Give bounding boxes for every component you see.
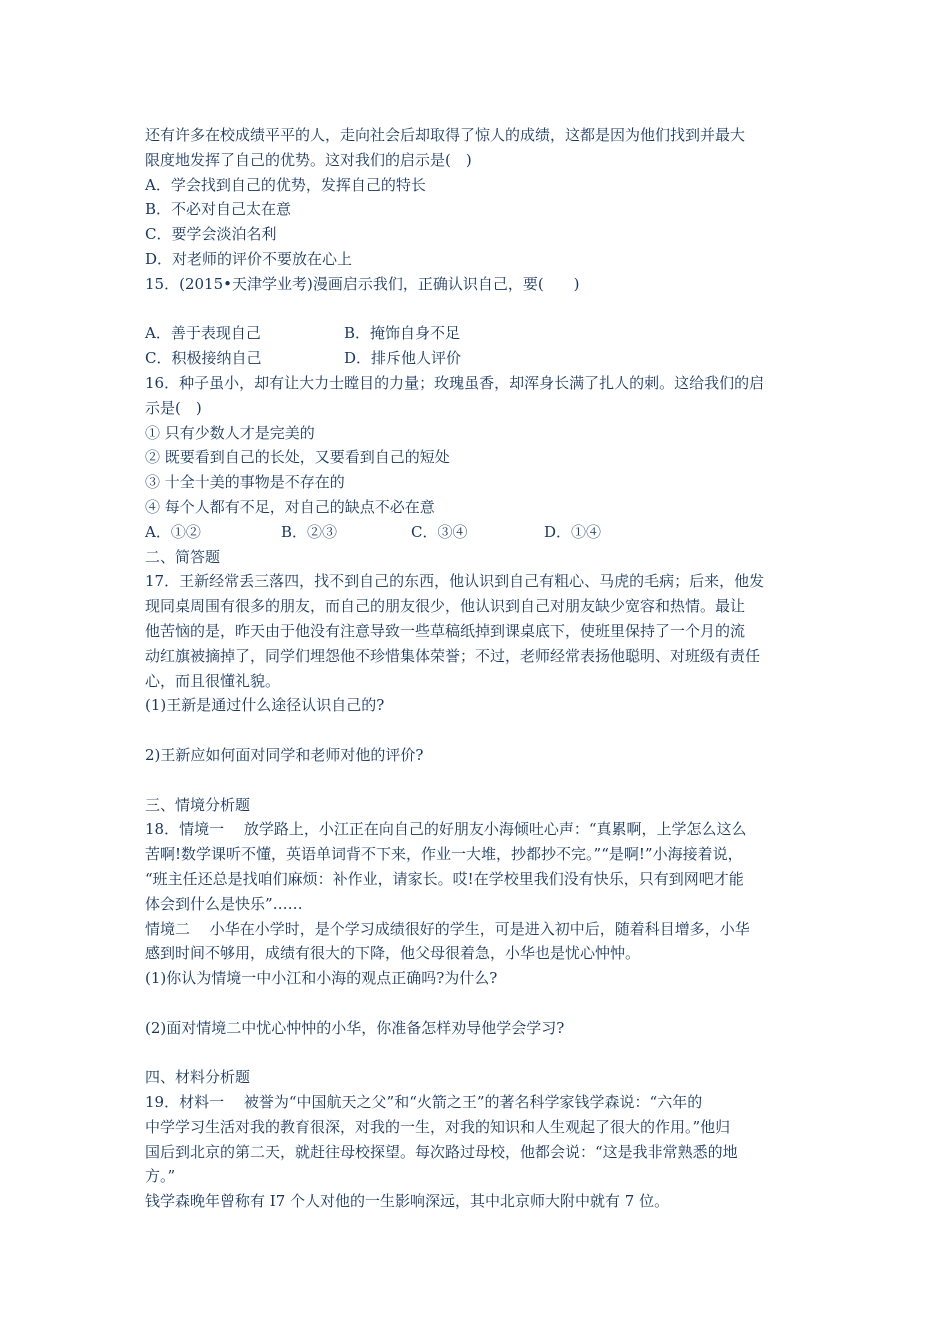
q16-statement-3: ③ 十全十美的事物是不存在的 [145,473,345,492]
q18-text-line-2: 苦啊!数学课听不懂，英语单词背不下来，作业一大堆，抄都抄不完。”“是啊!”小海接着说， [145,845,743,864]
q17-text-line-2: 现同桌周围有很多的朋友，而自己的朋友很少，他认识到自己对朋友缺少宽容和热情。最让 [145,597,746,616]
q15-option-d: D．排斥他人评价 [344,349,462,368]
q17-answer-space-2 [145,768,810,793]
q16-statement-1: ① 只有少数人才是完美的 [145,423,315,442]
q16-statement-4: ④ 每个人都有不足，对自己的缺点不必在意 [145,497,435,516]
section-4-heading: 四、材料分析题 [145,1068,251,1087]
q14-stem-line-1: 还有许多在校成绩平平的人，走向社会后却取得了惊人的成绩，这都是因为他们找到并最大 [145,126,746,144]
q15-option-c: C．积极接纳自己 [145,349,262,368]
q19-text-line-5: 钱学森晚年曾称有 I7 个人对他的一生影响深远，其中北京师大附中就有 7 位。 [145,1192,670,1211]
q16-option-c: C．③④ [411,522,468,541]
q15-option-b: B．掩饰自身不足 [344,324,461,343]
q19-text-line-3: 国后到北京的第二天，就赶往母校探望。每次路过母校，他都会说：“这是我非常熟悉的地 [145,1142,738,1161]
section-3-heading: 三、情境分析题 [145,795,251,814]
q17-text-line-1: 17．王新经常丢三落四，找不到自己的东西，他认识到自己有粗心、马虎的毛病；后来，他发 [145,572,765,591]
q16-option-d: D．①④ [544,522,602,541]
q16-statement-2: ② 既要看到自己的长处，又要看到自己的短处 [145,448,450,467]
q14-option-b: B．不必对自己太在意 [145,200,292,219]
q16-option-b: B．②③ [281,522,338,541]
q18-answer-space-2 [145,1040,810,1065]
q17-text-line-4: 动红旗被摘掉了，同学们埋怨他不珍惜集体荣誉；不过，老师经常表扬他聪明、对班级有责任 [145,646,761,665]
q17-sub-question-2: 2)王新应如何面对同学和老师对他的评价? [145,745,424,764]
q14-option-c: C．要学会淡泊名利 [145,225,277,244]
q19-text-line-2: 中学学习生活对我的教育很深，对我的一生，对我的知识和人生观起了很大的作用。”他归 [145,1117,731,1136]
q19-text-line-1: 19．材料一 被誉为“中国航天之父”和“火箭之王”的著名科学家钱学森说：“六年的 [145,1093,703,1112]
q17-text-line-5: 心，而且很懂礼貌。 [145,671,281,690]
q15-options-row-1 [145,321,810,346]
q18-text-line-6: 感到时间不够用，成绩有很大的下降，他父母很着急，小华也是忧心忡忡。 [145,944,641,963]
section-2-heading: 二、简答题 [145,547,221,566]
q16-option-a: A．①② [145,522,201,541]
q18-text-line-3: “班主任还总是找咱们麻烦：补作业，请家长。哎!在学校里我们没有快乐，只有到网吧才能 [145,869,744,888]
q14-option-a: A．学会找到自己的优势，发挥自己的特长 [145,175,426,194]
q19-text-line-4: 方。” [145,1167,176,1186]
q14-option-d: D．对老师的评价不要放在心上 [145,249,353,268]
q15-option-a: A．善于表现自己 [145,324,261,343]
q15-options-row-2 [145,346,810,371]
q18-sub-question-2: (2)面对情境二中忧心忡忡的小华，你准备怎样劝导他学会学习? [145,1018,565,1037]
q18-sub-question-1: (1)你认为情境一中小江和小海的观点正确吗?为什么? [145,969,498,988]
q18-text-line-1: 18．情境一 放学路上，小江正在向自己的好朋友小海倾吐心声：“真累啊，上学怎么这么 [145,820,747,839]
q18-answer-space-1 [145,991,810,1016]
q16-options-row [145,520,810,545]
q15-comic-space [145,297,810,322]
q17-sub-question-1: (1)王新是通过什么途径认识自己的? [145,696,385,715]
q16-stem-line-2: 示是( ) [145,398,202,417]
q14-stem-line-2: 限度地发挥了自己的优势。这对我们的启示是( ) [145,150,472,169]
q17-answer-space-1 [145,718,810,743]
q18-text-line-4: 体会到什么是快乐”…… [145,894,303,913]
q16-stem-line-1: 16．种子虽小，却有让大力士瞠目的力量；玫瑰虽香，却浑身长满了扎人的刺。这给我们的启 [145,373,765,392]
q15-stem: 15．(2015•天津学业考)漫画启示我们，正确认识自己，要( ) [145,274,580,293]
q17-text-line-3: 他苦恼的是，昨天由于他没有注意导致一些草稿纸掉到课桌底下，使班里保持了一个月的流 [145,621,746,640]
exam-content [145,123,810,1214]
q18-text-line-5: 情境二 小华在小学时，是个学习成绩很好的学生，可是进入初中后，随着科目增多，小华 [145,919,750,938]
